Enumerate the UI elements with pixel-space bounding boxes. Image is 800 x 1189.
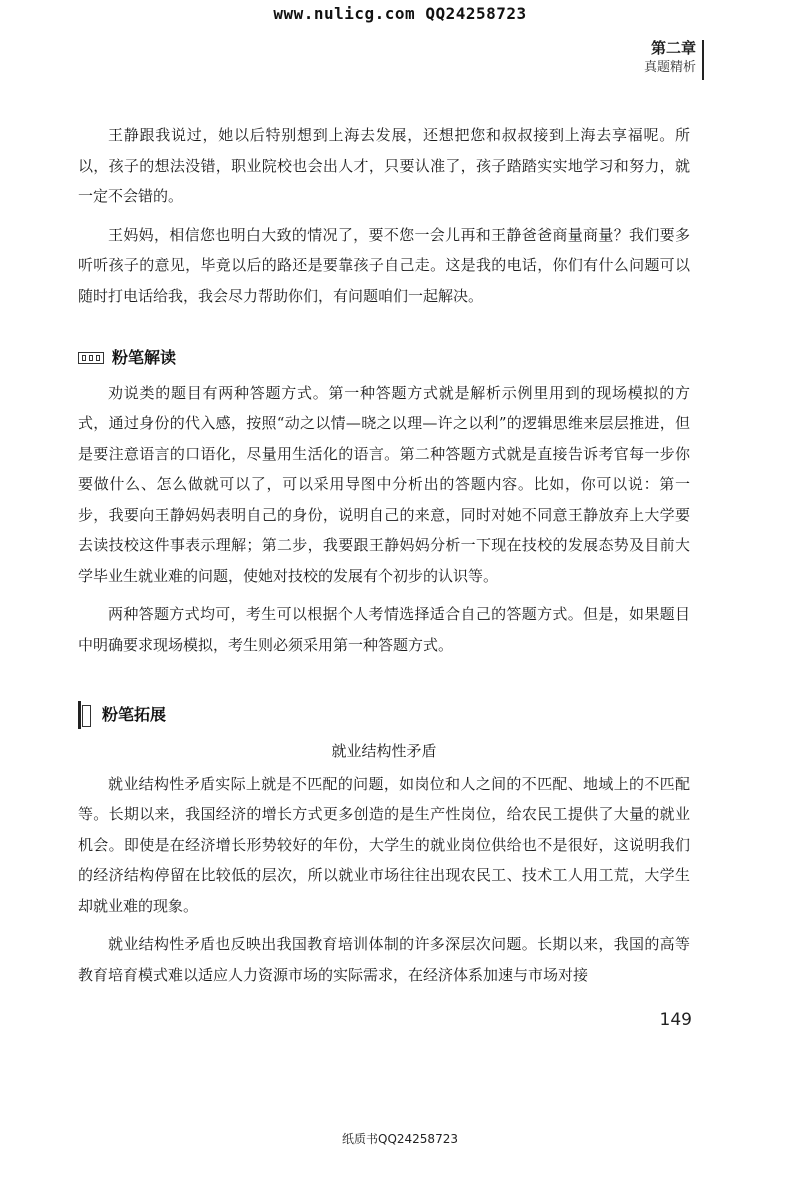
chapter-title: 第二章 — [650, 39, 696, 57]
paragraph: 王妈妈，相信您也明白大致的情况了，要不您一会儿再和王静爸爸商量商量？我们要多听听孩子的意见，毕竟以后的路还是要靠孩子自己走。这是我的电话，你们有什么问题可以随时打电话给我，我会尽力帮助你们，有问题咱们一起解决。 — [78, 225, 690, 305]
section-heading-interpretation — [78, 343, 690, 374]
chapter-subtitle: 真题精析 — [643, 60, 696, 75]
paragraph: 劝说类的题目有两种答题方式。第一种答题方式就是解析示例里用到的现场模拟的方式，通过身份的代入感，按照“动之以情—晓之以理—许之以利”的逻辑思维来层层推进，但是要注意语言的口语化，尽量用生活化的语言。第二种答题方式就是直接告诉考官每一步你要做什么、怎么做就可以了，可以采用导图中分析出的答题内容。比如，你可以说：第一步，我要向王静妈妈表明自己的身份，说明自己的来意，同时对她不同意王静放弃上大学要去读技校这件事表示理解；第二步，我要跟王静妈妈分析一下现在技校的发展态势及目前大学毕业生就业难的问题，使她对技校的发展有个初步的认识等。 — [78, 383, 690, 585]
bookmark-icon — [78, 701, 92, 729]
top-watermark: www.nulicg.com QQ24258723 — [273, 4, 527, 23]
chapter-divider — [702, 40, 704, 80]
paragraph: 两种答题方式均可，考生可以根据个人考情选择适合自己的答题方式。但是，如果题目中明确要求现场模拟，考生则必须采用第一种答题方式。 — [78, 605, 690, 654]
section-title: 粉笔解读 — [112, 348, 177, 367]
paragraph: 就业结构性矛盾也反映出我国教育培训体制的许多深层次问题。长期以来，我国的高等教育培育模式难以适应人力资源市场的实际需求，在经济体系加速与市场对接 — [78, 935, 690, 984]
chapter-header — [644, 38, 696, 78]
section-heading-extension — [78, 700, 690, 731]
page-number: 149 — [659, 1010, 692, 1030]
bottom-watermark: 纸质书QQ24258723 — [342, 1132, 458, 1146]
paragraph: 王静跟我说过，她以后特别想到上海去发展，还想把您和叔叔接到上海去享福呢。所以，孩子的想法没错，职业院校也会出人才，只要认准了，孩子踏踏实实地学习和努力，就一定不会错的。 — [78, 126, 690, 205]
paragraph: 就业结构性矛盾实际上就是不匹配的问题，如岗位和人之间的不匹配、地域上的不匹配等。长期以来，我国经济的增长方式更多创造的是生产性岗位，给农民工提供了大量的就业机会。即使是在经济增长形势较好的年份，大学生的就业岗位供给也不是很好，这说明我们的经济结构停留在比较低的层次，所以就业市场往往出现农民工、技术工人用工荒，大学生却就业难的现象。 — [78, 774, 690, 915]
page-body — [78, 120, 690, 998]
section-icon — [78, 352, 104, 364]
section-title: 粉笔拓展 — [102, 705, 167, 724]
subsection-title: 就业结构性矛盾 — [331, 741, 437, 760]
